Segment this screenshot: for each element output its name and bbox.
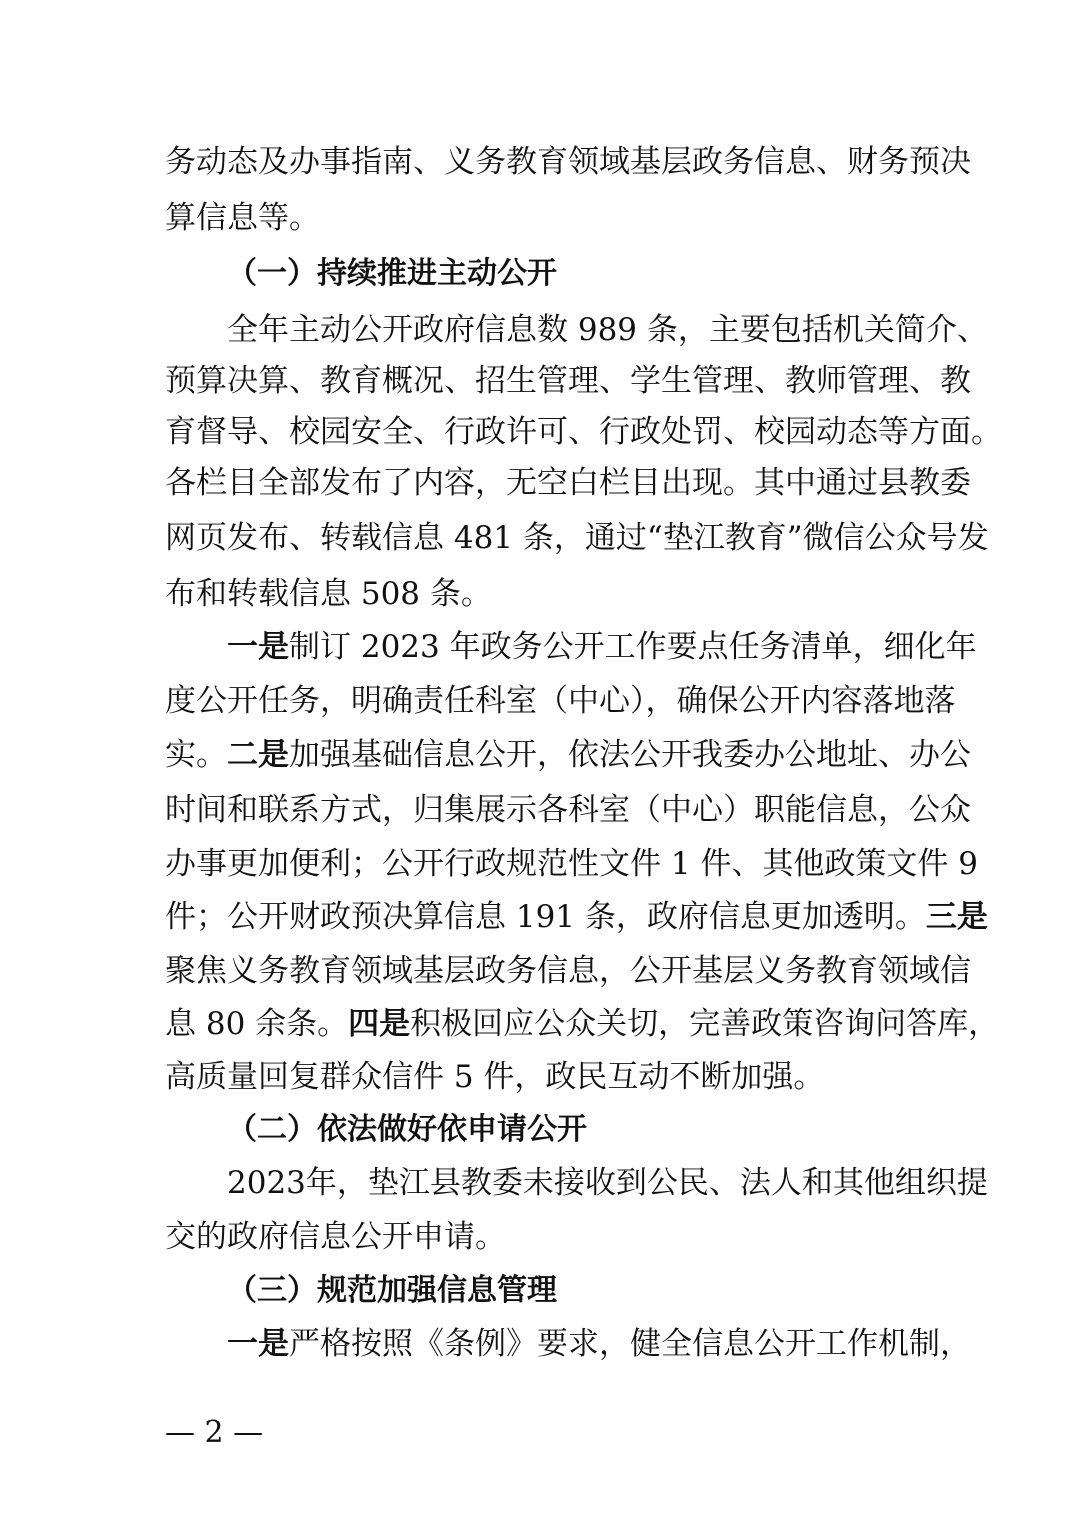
section-heading: （一）持续推进主动公开	[227, 256, 557, 291]
line-text: 实。	[165, 737, 227, 773]
paragraph-line: 预算决算、教育概况、招生管理、学生管理、教师管理、教	[165, 363, 971, 399]
paragraph-line: 布和转载信息 508 条。	[165, 576, 492, 612]
paragraph-line	[165, 1004, 1000, 1044]
lead-marker: 一是	[227, 1326, 289, 1362]
lead-marker: 三是	[925, 899, 988, 935]
paragraph-line: 各栏目全部发布了内容，无空白栏目出现。其中通过县教委	[165, 465, 971, 501]
line-text: 严格按照《条例》要求，健全信息公开工作机制，	[289, 1326, 971, 1362]
section-heading: （二）依法做好依申请公开	[227, 1112, 587, 1147]
paragraph-line: 网页发布、转载信息 481 条，通过“垫江教育”微信公众号发	[165, 520, 989, 556]
line-text: 加强基础信息公开，依法公开我委办公地址、办公	[289, 737, 971, 773]
paragraph-line: 度公开任务，明确责任科室（中心），确保公开内容落地落	[165, 683, 956, 719]
paragraph-line: 聚焦义务教育领域基层政务信息，公开基层义务教育领域信	[165, 953, 971, 989]
lead-marker: 四是	[348, 1006, 411, 1042]
line-text: 制订 2023 年政务公开工作要点任务清单，细化年	[289, 629, 977, 665]
line-text: 积极回应公众关切，完善政策咨询问答库，	[410, 1006, 1000, 1042]
line-text: 件；公开财政预决算信息 191 条，政府信息更加透明。	[165, 899, 926, 935]
paragraph-line: 高质量回复群众信件 5 件，政民互动不断加强。	[165, 1059, 825, 1095]
paragraph-line	[227, 1324, 971, 1364]
paragraph-line: 算信息等。	[165, 200, 320, 236]
line-text: 息 80 余条。	[165, 1006, 349, 1042]
paragraph-line: 育督导、校园安全、行政许可、行政处罚、校园动态等方面。	[165, 414, 1002, 450]
paragraph-line: 全年主动公开政府信息数 989 条，主要包括机关简介、	[227, 312, 988, 348]
lead-marker: 一是	[227, 629, 289, 665]
section-heading: （三）规范加强信息管理	[227, 1273, 557, 1308]
paragraph-line	[165, 735, 971, 775]
lead-marker: 二是	[227, 737, 289, 773]
paragraph-line: 办事更加便利；公开行政规范性文件 1 件、其他政策文件 9	[165, 846, 979, 882]
paragraph-line	[165, 897, 988, 937]
page-number: — 2 —	[165, 1415, 264, 1450]
paragraph-line	[227, 627, 977, 667]
paragraph-line: 时间和联系方式，归集展示各科室（中心）职能信息，公众	[165, 792, 971, 828]
paragraph-line: 务动态及办事指南、义务教育领域基层政务信息、财务预决	[165, 144, 971, 180]
paragraph-line: 交的政府信息公开申请。	[165, 1219, 506, 1255]
paragraph-line: 2023年，垫江县教委未接收到公民、法人和其他组织提	[227, 1165, 988, 1201]
